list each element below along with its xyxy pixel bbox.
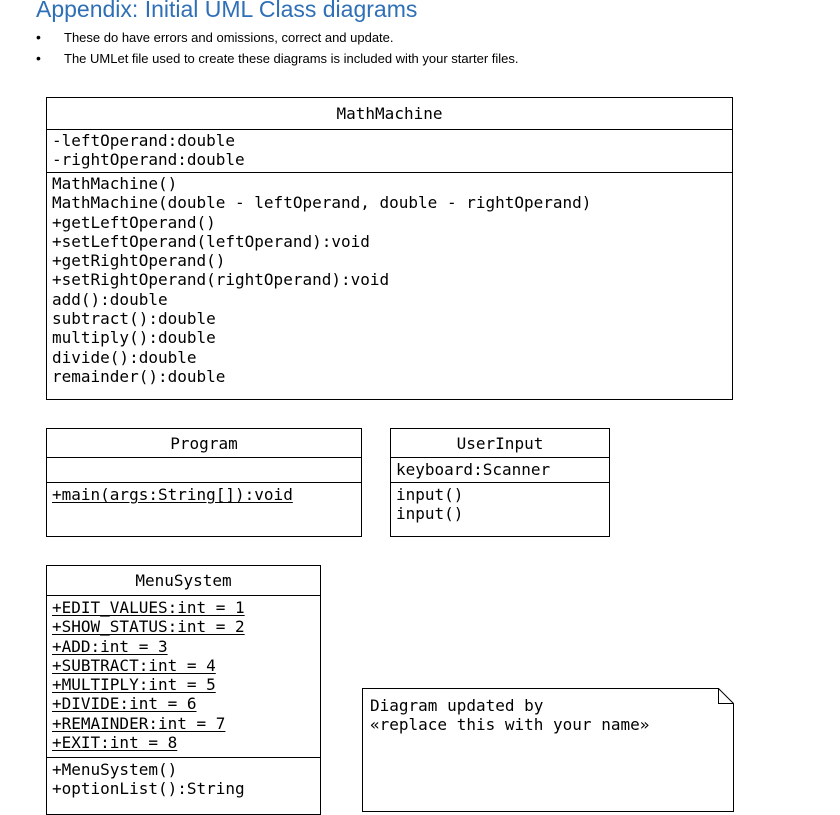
attribute: +SHOW_STATUS:int = 2: [52, 617, 245, 637]
note-line: Diagram updated by: [370, 696, 544, 715]
attribute: +EXIT:int = 8: [52, 733, 178, 753]
method: remainder():double: [52, 366, 226, 386]
class-mathmachine: [46, 97, 733, 400]
methods-section: [47, 173, 732, 386]
method: input(): [396, 485, 464, 504]
method: multiply():double: [52, 328, 216, 348]
instruction-list: [36, 29, 519, 71]
attributes-section: [47, 458, 361, 483]
method: +getLeftOperand(): [52, 212, 216, 232]
methods-section: [47, 483, 361, 504]
attribute: +EDIT_VALUES:int = 1: [52, 598, 245, 617]
method: +optionList():String: [52, 779, 245, 799]
page-heading: Appendix: Initial UML Class diagrams: [36, 0, 418, 22]
method: +setRightOperand(rightOperand):void: [52, 270, 390, 290]
class-name-section: [47, 98, 732, 130]
note-text: [370, 696, 649, 735]
attributes-section: [47, 596, 320, 758]
method: divide():double: [52, 347, 197, 367]
instruction-item: • These do have errors and omissions, correct and update.: [36, 29, 519, 50]
class-name: Program: [170, 434, 238, 453]
method: +getRightOperand(): [52, 251, 226, 271]
note-box: [362, 688, 734, 812]
class-name: UserInput: [456, 434, 544, 453]
attributes-section: [391, 458, 609, 483]
method: +main(args:String[]):void: [52, 485, 293, 504]
attribute: -leftOperand:double: [52, 131, 236, 150]
method: +MenuSystem(): [52, 760, 178, 779]
method: MathMachine(): [52, 174, 178, 193]
attribute: -rightOperand:double: [52, 150, 245, 170]
methods-section: [47, 758, 320, 799]
method: add():double: [52, 289, 168, 309]
attributes-section: [47, 130, 732, 173]
class-name-section: [47, 429, 361, 458]
method: +setLeftOperand(leftOperand):void: [52, 231, 370, 251]
instruction-item: • The UMLet file used to create these diagrams is included with your starter files.: [36, 50, 519, 71]
attribute: +ADD:int = 3: [52, 636, 168, 656]
attribute: +REMAINDER:int = 7: [52, 713, 226, 733]
class-name-section: [391, 429, 609, 458]
class-name-section: [47, 566, 320, 596]
attribute: +MULTIPLY:int = 5: [52, 675, 216, 695]
class-name: MathMachine: [336, 104, 443, 123]
attribute: +SUBTRACT:int = 4: [52, 655, 216, 675]
attribute: keyboard:Scanner: [396, 460, 551, 479]
class-menusystem: [46, 565, 321, 815]
note-line: «replace this with your name»: [370, 715, 650, 735]
method: subtract():double: [52, 309, 216, 329]
class-name: MenuSystem: [135, 571, 232, 590]
method: input(): [396, 504, 464, 524]
class-userinput: [390, 428, 610, 537]
methods-section: [391, 483, 609, 524]
method: MathMachine(double - leftOperand, double - rightOperand): [52, 193, 592, 213]
class-program: [46, 428, 362, 537]
attribute: +DIVIDE:int = 6: [52, 694, 197, 714]
